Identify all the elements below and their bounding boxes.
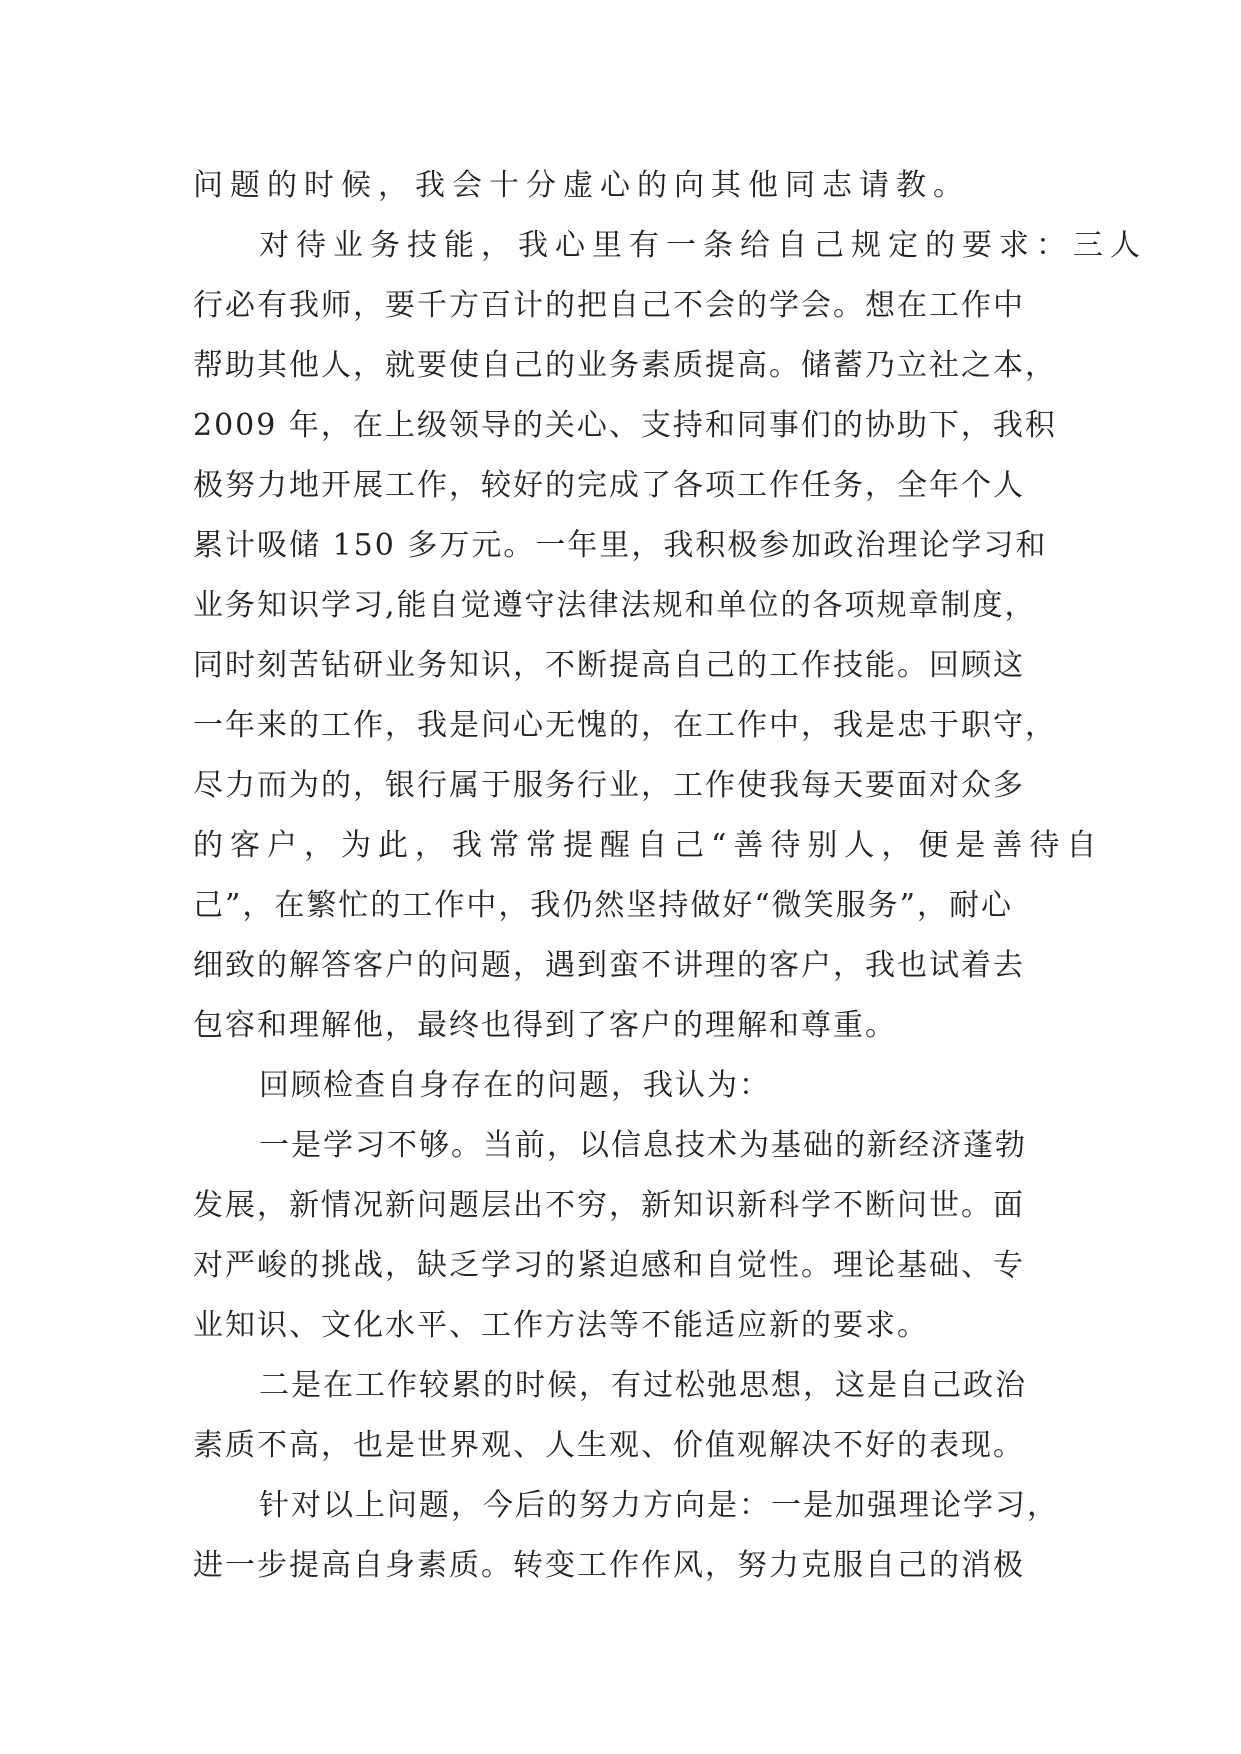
text-line: 累计吸储 150 多万元。一年里，我积极参加政治理论学习和 (193, 528, 1048, 563)
text-line: 细致的解答客户的问题，遇到蛮不讲理的客户，我也试着去 (193, 948, 1025, 983)
text-line: 回顾检查自身存在的问题，我认为： (259, 1068, 771, 1103)
text-line: 问题的时候，我会十分虚心的向其他同志请教。 (193, 168, 970, 203)
text-line: 素质不高，也是世界观、人生观、价值观解决不好的表现。 (193, 1428, 1025, 1463)
text-line: 的客户，为此，我常常提醒自己“善待别人，便是善待自 (193, 828, 1104, 863)
text-line: 己”，在繁忙的工作中，我仍然坚持做好“微笑服务”，耐心 (193, 888, 1014, 923)
text-line: 2009 年，在上级领导的关心、支持和同事们的协助下，我积 (193, 408, 1057, 443)
text-line: 业务知识学习,能自觉遵守法律法规和单位的各项规章制度， (193, 588, 1037, 623)
text-line: 包容和理解他，最终也得到了客户的理解和尊重。 (193, 1008, 897, 1043)
text-line: 行必有我师，要千方百计的把自己不会的学会。想在工作中 (193, 288, 1025, 323)
text-line: 进一步提高自身素质。转变工作作风，努力克服自己的消极 (193, 1548, 1025, 1583)
text-line: 同时刻苦钻研业务知识，不断提高自己的工作技能。回顾这 (193, 648, 1025, 683)
text-line: 对待业务技能，我心里有一条给自己规定的要求：三人 (259, 228, 1147, 263)
text-line: 二是在工作较累的时候，有过松弛思想，这是自己政治 (259, 1368, 1027, 1403)
text-line: 业知识、文化水平、工作方法等不能适应新的要求。 (193, 1308, 929, 1343)
text-line: 一年来的工作，我是问心无愧的，在工作中，我是忠于职守， (193, 708, 1057, 743)
text-line: 极努力地开展工作，较好的完成了各项工作任务，全年个人 (193, 468, 1025, 503)
text-line: 一是学习不够。当前，以信息技术为基础的新经济蓬勃 (259, 1128, 1027, 1163)
text-line: 针对以上问题，今后的努力方向是：一是加强理论学习， (259, 1488, 1059, 1523)
text-line: 发展，新情况新问题层出不穷，新知识新科学不断问世。面 (193, 1188, 1025, 1223)
document-body (193, 156, 1147, 1596)
text-line: 对严峻的挑战，缺乏学习的紧迫感和自觉性。理论基础、专 (193, 1248, 1025, 1283)
text-line: 帮助其他人，就要使自己的业务素质提高。储蓄乃立社之本， (193, 348, 1057, 383)
text-line: 尽力而为的，银行属于服务行业，工作使我每天要面对众多 (193, 768, 1025, 803)
